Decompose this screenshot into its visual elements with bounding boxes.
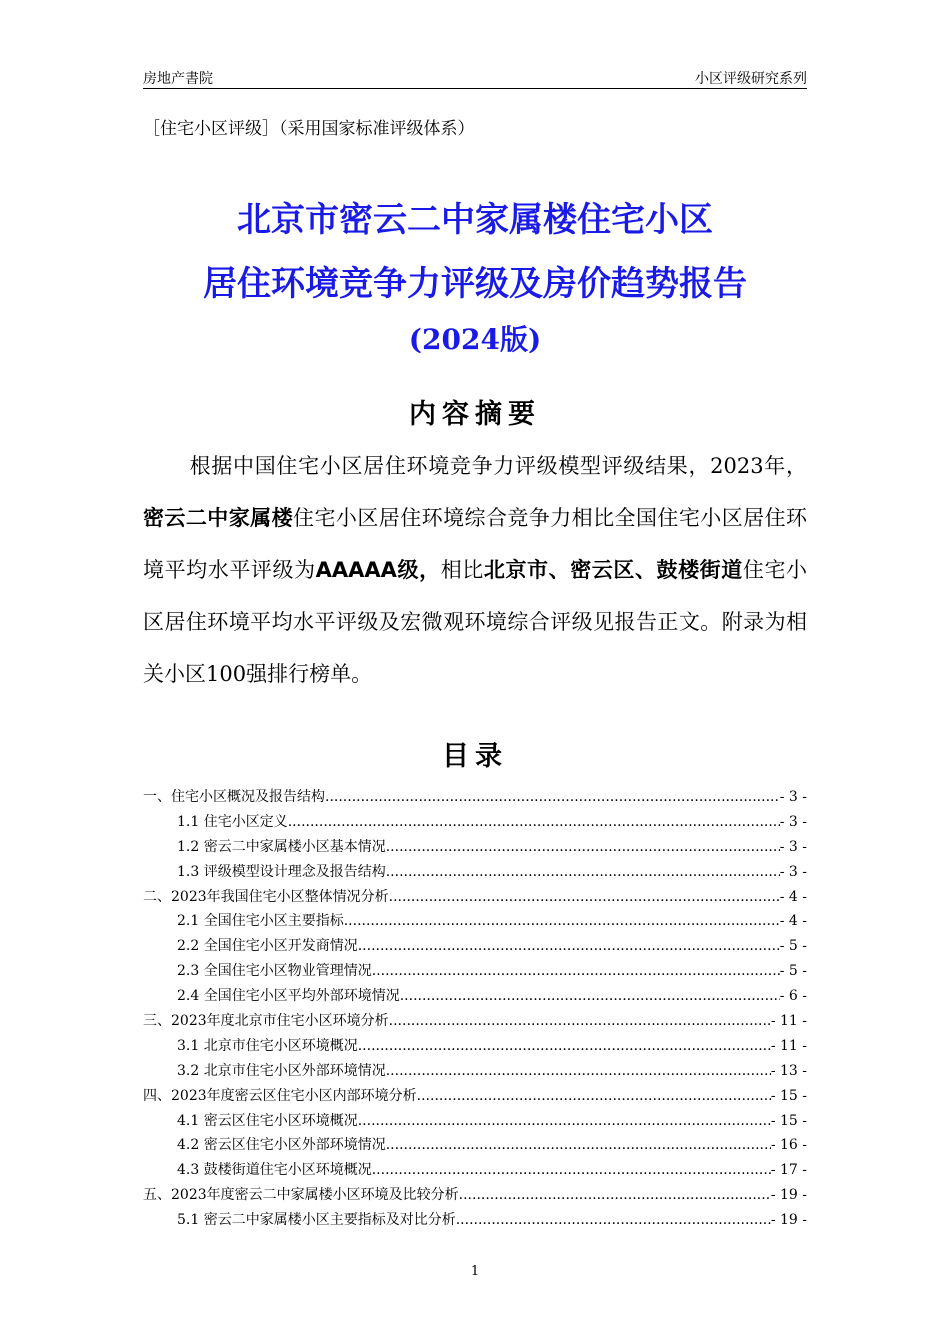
toc-entry-page: - 17 - [770, 1162, 807, 1179]
toc-entry-label: 二、2023年我国住宅小区整体情况分析 [143, 888, 389, 905]
toc-dot-leader [386, 860, 780, 885]
toc-entry-label: 五、2023年度密云二中家属楼小区环境及比较分析 [143, 1187, 459, 1204]
toc-entry-page: - 5 - [779, 963, 807, 980]
toc-entry-page: - 3 - [779, 789, 807, 805]
abstract-heading: 内容摘要 [409, 399, 541, 430]
report-title-line-1: 北京市密云二中家属楼住宅小区 [237, 200, 713, 240]
toc-dot-leader [372, 959, 780, 984]
toc-entry-page: - 19 - [770, 1212, 807, 1229]
toc-dot-leader [358, 934, 780, 959]
toc-dot-leader [417, 1084, 771, 1109]
toc-entry-page: - 19 - [770, 1187, 807, 1204]
abstract-paragraph: 根据中国住宅小区居住环境竞争力评级模型评级结果，2023年，密云二中家属楼住宅小区居住环境综合竞争力相比全国住宅小区居住环境平均水平评级为AAAAA级，相比北京市、密云区、鼓楼街道住宅小区居住环境平均水平评级及宏微观环境综合评级见报告正文。附录为相关小区100强排行榜单。 [143, 454, 808, 686]
header-publisher: 房地产書院 [143, 71, 213, 87]
toc-entry-label: 2.4 全国住宅小区平均外部环境情况 [177, 988, 400, 1005]
toc-dot-leader [386, 835, 780, 860]
table-of-contents [143, 785, 807, 1233]
toc-dot-leader [456, 1208, 771, 1233]
toc-entry-page: - 15 - [770, 1087, 807, 1104]
toc-entry-page: - 4 - [779, 888, 807, 905]
toc-entry[interactable] [143, 1183, 807, 1208]
toc-dot-leader [325, 785, 780, 810]
toc-entry-label: 4.2 密云区住宅小区外部环境情况 [177, 1137, 386, 1154]
toc-dot-leader [344, 909, 780, 934]
header-series: 小区评级研究系列 [695, 71, 807, 87]
toc-entry-label: 一、住宅小区概况及报告结构 [143, 789, 325, 805]
toc-dot-leader [386, 1133, 771, 1158]
toc-entry-page: - 3 - [779, 838, 807, 855]
toc-dot-leader [459, 1183, 771, 1208]
toc-entry-page: - 16 - [770, 1137, 807, 1154]
toc-entry[interactable] [143, 1208, 807, 1233]
toc-entry-page: - 11 - [770, 1037, 807, 1054]
page-number: 1 [470, 1264, 480, 1279]
toc-entry-label: 四、2023年度密云区住宅小区内部环境分析 [143, 1087, 417, 1104]
toc-entry-label: 4.3 鼓楼街道住宅小区环境概况 [177, 1162, 372, 1179]
toc-entry-label: 4.1 密云区住宅小区环境概况 [177, 1112, 358, 1129]
toc-entry[interactable] [143, 959, 807, 984]
toc-entry-page: - 6 - [779, 988, 807, 1005]
toc-entry[interactable] [143, 984, 807, 1009]
report-category: ［住宅小区评级］（采用国家标准评级体系） [143, 119, 475, 139]
report-title-line-2: 居住环境竞争力评级及房价趋势报告 [203, 264, 747, 304]
toc-entry[interactable] [143, 909, 807, 934]
toc-dot-leader [372, 1158, 771, 1183]
toc-entry-page: - 13 - [770, 1062, 807, 1079]
toc-entry-label: 1.1 住宅小区定义 [177, 813, 288, 830]
toc-entry[interactable] [143, 835, 807, 860]
toc-entry[interactable] [143, 934, 807, 959]
toc-entry[interactable] [143, 885, 807, 910]
toc-heading: 目录 [442, 741, 508, 772]
toc-entry-label: 2.2 全国住宅小区开发商情况 [177, 938, 358, 955]
toc-entry-label: 1.2 密云二中家属楼小区基本情况 [177, 838, 386, 855]
toc-entry[interactable] [143, 1084, 807, 1109]
toc-entry-label: 5.1 密云二中家属楼小区主要指标及对比分析 [177, 1212, 456, 1229]
report-edition: (2024版) [408, 323, 542, 356]
toc-entry[interactable] [143, 1109, 807, 1134]
toc-entry[interactable] [143, 1059, 807, 1084]
toc-entry[interactable] [143, 810, 807, 835]
toc-dot-leader [400, 984, 780, 1009]
toc-entry-label: 2.1 全国住宅小区主要指标 [177, 913, 344, 930]
toc-entry-page: - 3 - [779, 813, 807, 830]
toc-entry-label: 3.2 北京市住宅小区外部环境情况 [177, 1062, 386, 1079]
toc-entry-label: 3.1 北京市住宅小区环境概况 [177, 1037, 358, 1054]
toc-dot-leader [288, 810, 780, 835]
toc-dot-leader [358, 1034, 771, 1059]
toc-entry[interactable] [143, 785, 807, 810]
toc-entry[interactable] [143, 1133, 807, 1158]
toc-entry-label: 2.3 全国住宅小区物业管理情况 [177, 963, 372, 980]
toc-entry[interactable] [143, 860, 807, 885]
toc-entry[interactable] [143, 1009, 807, 1034]
toc-entry-page: - 15 - [770, 1112, 807, 1129]
toc-entry-page: - 5 - [779, 938, 807, 955]
toc-entry-page: - 3 - [779, 863, 807, 880]
toc-entry-page: - 4 - [779, 913, 807, 930]
toc-entry-page: - 11 - [770, 1013, 807, 1030]
toc-entry[interactable] [143, 1034, 807, 1059]
toc-dot-leader [389, 1009, 771, 1034]
toc-entry-label: 三、2023年度北京市住宅小区环境分析 [143, 1013, 389, 1030]
toc-dot-leader [358, 1109, 771, 1134]
toc-entry-label: 1.3 评级模型设计理念及报告结构 [177, 863, 386, 880]
toc-dot-leader [389, 885, 780, 910]
toc-entry[interactable] [143, 1158, 807, 1183]
page-header [143, 66, 807, 89]
toc-dot-leader [386, 1059, 771, 1084]
